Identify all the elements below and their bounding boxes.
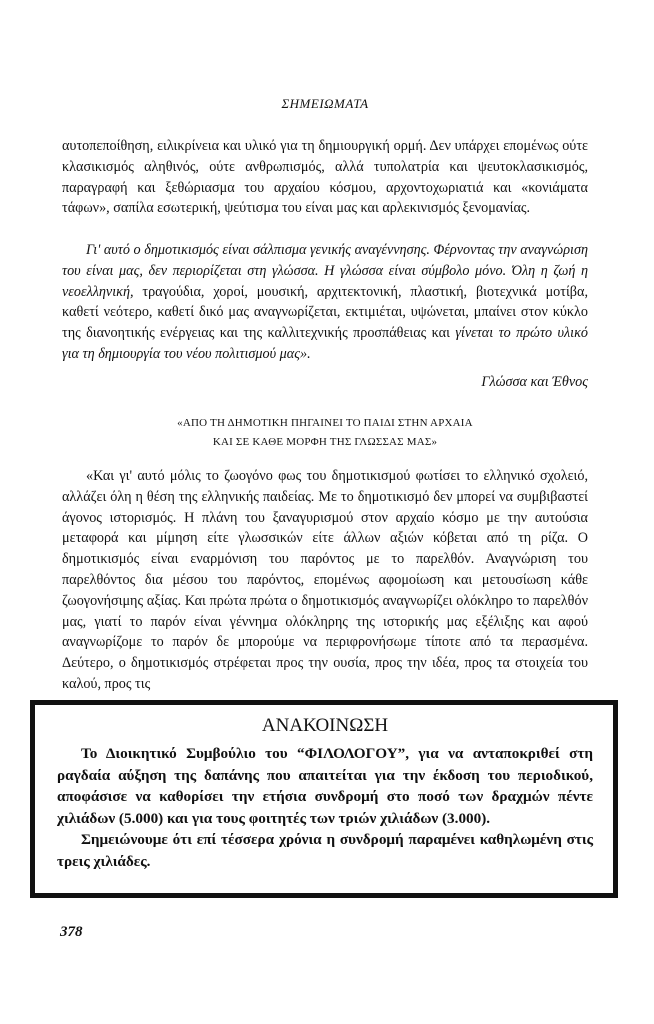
section-heading — [62, 414, 588, 452]
paragraph-1: αυτοπεποίθηση, ειλικρίνεια και υλικό για τη δημιουργική ορμή. Δεν υπάρχει επομένως ούτε κλασικισμός αληθινός, ούτε ανθρωπισμός, αλλά τυπολατρία και ψευτοκλασικισμός, παραγραφή και ξεθώριασμα του αρχαίου κόσμου, αρχοντοχωριατιά και «κονιάματα τάφων», σαπίλα εσωτερική, ψεύτισμα του είναι μας και αρλεκινισμός ξενομανίας. — [62, 138, 588, 217]
paragraph-3: «Και γι' αυτό μόλις το ζωογόνο φως του δημοτικισμού φωτίσει το ελληνικό σχολειό, αλλάζει όλη η θέση της ελληνικής παιδείας. Με το δημοτικισμό δεν μπορεί να συμβιβαστεί άγονος ιστορισμός. Η πλάνη του ξαναγυρισμού στον αρχαίο κόσμο με την αυτούσια μεταφορά και μίμηση είτε γλωσσικών είτε άλλων αξιών κόβεται από τη ρίζα. Ο δημοτικισμός είναι εναρμόνιση του παρόντος με το παρελθόν. Αναγνώριση του παρελθόντος δια μέσου του παρόντος, επομένως αφομοίωση και μετουσίωση κάθε ζωογονήσιμης αξίας. Και πρώτα πρώτα ο δημοτικισμός αναγνωρίζει ολόκληρο το παρελθόν μας, γιατί το παρόν είναι γέννημα ολόκληρης της ιστορικής μας εξέλιξης και αφού αναγνωρίζομε το παρόν δε μπορούμε να περιφρονήσωμε τίποτε από τα περασμένα. Δεύτερο, ο δημοτικισμός στρέφεται προς την ουσία, προς την ιδέα, προς τα στοιχεία του καλού, προς τις — [62, 468, 588, 692]
page — [57, 0, 593, 1024]
page-number: 378 — [60, 924, 83, 940]
signature: Γλώσσα και Έθνος — [481, 374, 588, 390]
paragraph-2-italic-b: γίνεται το πρώτο υλικό για τη δημιουργία του νέου πολιτισμού μας». — [62, 325, 588, 362]
announcement-text-1: Το Διοικητικό Συμβούλιο του “ΦΙΛΟΛΟΓΟΥ”, για να ανταποκριθεί στη ραγδαία αύξηση της δαπάνης που απαιτείται για την έκδοση του περιοδικού, αποφάσισε να καθορίσει την ετήσια συνδρομή στο ποσό των δραχμών πέντε χιλιάδων (5.000) και για τους φοιτητές των τριών χιλιάδων (3.000). — [57, 745, 593, 827]
announcement-title: ΑΝΑΚΟΙΝΩΣΗ — [261, 715, 389, 736]
running-head: ΣΗΜΕΙΩΜΑΤΑ — [281, 96, 369, 111]
paragraph-2-normal: τραγούδια, χοροί, μουσική, αρχιτεκτονική, πλαστική, βιοτεχνικά μοτίβα, καθετί νεότερο, καθετί δικό μας αναγνωρίζεται, εκτιμιέται, υψώνεται, μπαίνει στον κύκλο της διανοητικής ενέργειας και της καλλιτεχνικής προσπάθειας και — [62, 283, 588, 342]
announcement-text-2: Σημειώνουμε ότι επί τέσσερα χρόνια η συνδρομή παραμένει καθηλωμένη στις τρεις χιλιάδες. — [57, 831, 593, 870]
paragraph-2-italic-a: Γι' αυτό ο δημοτικισμός είναι σάλπισμα γενικής αναγέννησης. Φέρνοντας την αναγνώριση του είναι μας, δεν περιορίζεται στη γλώσσα. Η γλώσσα είναι σύμβολο μόνο. Όλη η ζωή η νεοελληνική, — [62, 242, 588, 300]
section-heading-line-2: ΚΑΙ ΣΕ ΚΑΘΕ ΜΟΡΦΗ ΤΗΣ ΓΛΩΣΣΑΣ ΜΑΣ» — [212, 436, 438, 448]
announcement-box — [30, 700, 618, 898]
paragraph-2 — [62, 240, 588, 365]
section-heading-line-1: «ΑΠΟ ΤΗ ΔΗΜΟΤΙΚΗ ΠΗΓΑΙΝΕΙ ΤΟ ΠΑΙΔΙ ΣΤΗΝ ΑΡΧΑΙΑ — [177, 417, 473, 429]
